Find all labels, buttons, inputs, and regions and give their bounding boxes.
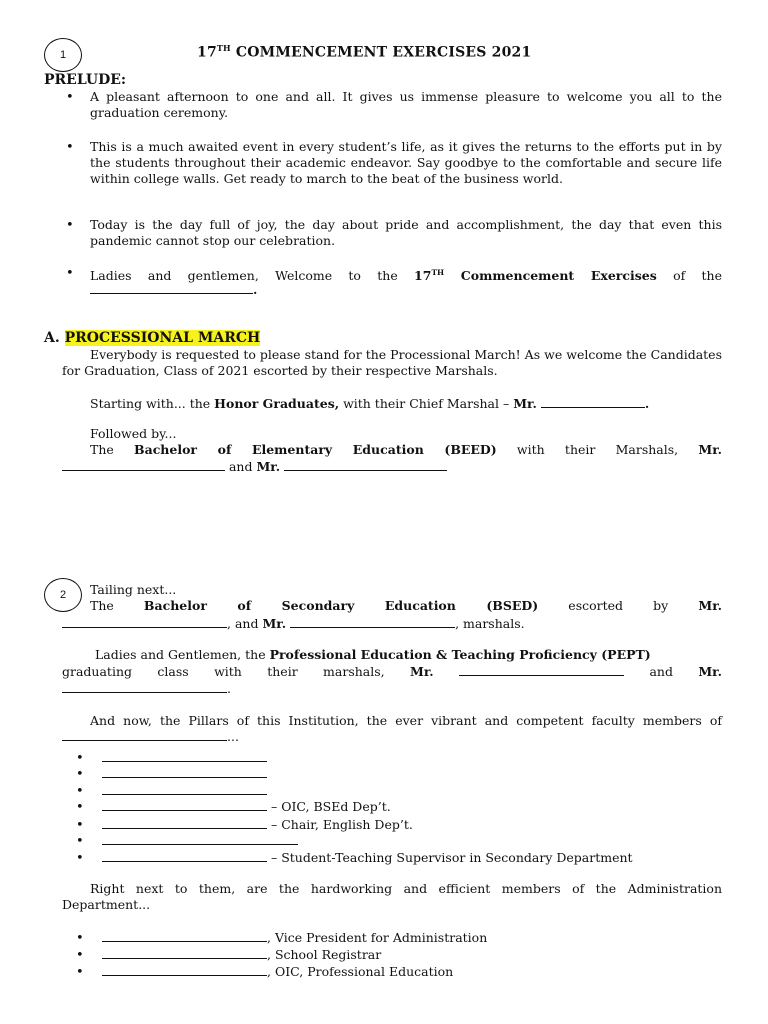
followed-by-line: Followed by... bbox=[90, 426, 177, 441]
admin-item: , School Registrar bbox=[102, 947, 381, 963]
bullet-icon bbox=[76, 750, 84, 766]
fill-blank bbox=[62, 681, 227, 693]
bullet-icon bbox=[76, 833, 84, 849]
fill-blank bbox=[284, 459, 447, 471]
bullet-icon bbox=[76, 964, 84, 980]
prelude-heading: PRELUDE: bbox=[44, 72, 127, 88]
pillars-paragraph: And now, the Pillars of this Institution, the ever vibrant and competent faculty members of ... bbox=[62, 713, 722, 745]
fill-blank bbox=[102, 930, 267, 942]
faculty-item bbox=[102, 766, 267, 782]
prelude-blank-line: . bbox=[90, 282, 257, 298]
beed-marshals-line: and Mr. bbox=[62, 459, 447, 475]
bullet-icon bbox=[76, 766, 84, 782]
faculty-item: – Chair, English Dep’t. bbox=[102, 817, 413, 833]
processional-paragraph: Everybody is requested to please stand for the Processional March! As we welcome the Candidates for Graduation, Class of 2021 escorted by their respective Marshals. bbox=[62, 347, 722, 378]
admin-intro-paragraph: Right next to them, are the hardworking and efficient members of the Administration Department... bbox=[62, 881, 722, 912]
highlighted-heading: PROCESSIONAL MARCH bbox=[64, 330, 261, 346]
bsed-marshals-line: , and Mr. , marshals. bbox=[62, 616, 525, 632]
bullet-icon bbox=[66, 265, 74, 281]
pept-line: Ladies and Gentlemen, the Professional Education & Teaching Proficiency (PEPT) bbox=[95, 647, 651, 662]
bullet-icon bbox=[76, 930, 84, 946]
page-title: 17TH COMMENCEMENT EXERCISES 2021 bbox=[197, 43, 532, 61]
prelude-paragraph-4: Ladies and gentlemen, Welcome to the 17TH Commencement Exercises of the bbox=[90, 268, 723, 284]
admin-item: , Vice President for Administration bbox=[102, 930, 487, 946]
bullet-icon bbox=[66, 89, 74, 105]
fill-blank bbox=[62, 729, 227, 741]
bullet-icon bbox=[76, 850, 84, 866]
bsed-line: The Bachelor of Secondary Education (BSED) escorted by Mr. bbox=[90, 598, 722, 613]
bullet-icon bbox=[76, 947, 84, 963]
fill-blank bbox=[541, 396, 645, 408]
faculty-item bbox=[102, 833, 298, 849]
prelude-paragraph-1: A pleasant afternoon to one and all. It gives us immense pleasure to welcome you all to the graduation ceremony. bbox=[90, 89, 722, 120]
fill-blank bbox=[102, 964, 267, 976]
fill-blank bbox=[102, 817, 267, 829]
faculty-item bbox=[102, 783, 267, 799]
bullet-icon bbox=[66, 217, 74, 233]
fill-blank bbox=[62, 459, 225, 471]
fill-blank bbox=[62, 616, 227, 628]
tailing-next-line: Tailing next... bbox=[90, 582, 177, 597]
faculty-item: – OIC, BSEd Dep’t. bbox=[102, 799, 391, 815]
faculty-item bbox=[102, 750, 267, 766]
prelude-paragraph-3: Today is the day full of joy, the day about pride and accomplishment, the day that even this pandemic cannot stop our celebration. bbox=[90, 217, 722, 248]
fill-blank bbox=[102, 766, 267, 778]
section-a-heading: A. PROCESSIONAL MARCH bbox=[44, 330, 261, 346]
bullet-icon bbox=[76, 799, 84, 815]
fill-blank bbox=[102, 750, 267, 762]
prelude-paragraph-2: This is a much awaited event in every student’s life, as it gives the returns to the efforts put in by the students throughout their academic endeavor. Say goodbye to the comfortable and secure life within college walls. Get ready to march to the beat of the business world. bbox=[90, 139, 722, 186]
bullet-icon bbox=[66, 139, 74, 155]
fill-blank bbox=[102, 783, 267, 795]
honor-graduates-line: Starting with... the Honor Graduates, with their Chief Marshal – Mr. . bbox=[90, 396, 650, 411]
page-marker-1: 1 bbox=[44, 38, 82, 72]
fill-blank bbox=[102, 947, 267, 959]
pept-marshals-line: graduating class with their marshals, Mr. and Mr. bbox=[62, 664, 722, 679]
fill-blank bbox=[290, 616, 455, 628]
bullet-icon bbox=[76, 817, 84, 833]
faculty-item: – Student-Teaching Supervisor in Secondary Department bbox=[102, 850, 633, 866]
page-marker-2: 2 bbox=[44, 578, 82, 612]
bullet-icon bbox=[76, 783, 84, 799]
fill-blank bbox=[102, 799, 267, 811]
fill-blank bbox=[102, 833, 298, 845]
admin-item: , OIC, Professional Education bbox=[102, 964, 453, 980]
fill-blank bbox=[90, 282, 253, 294]
beed-line: The Bachelor of Elementary Education (BEED) with their Marshals, Mr. bbox=[90, 442, 723, 457]
fill-blank bbox=[102, 850, 267, 862]
fill-blank bbox=[459, 664, 624, 676]
pept-marshals-line-2: . bbox=[62, 681, 231, 697]
